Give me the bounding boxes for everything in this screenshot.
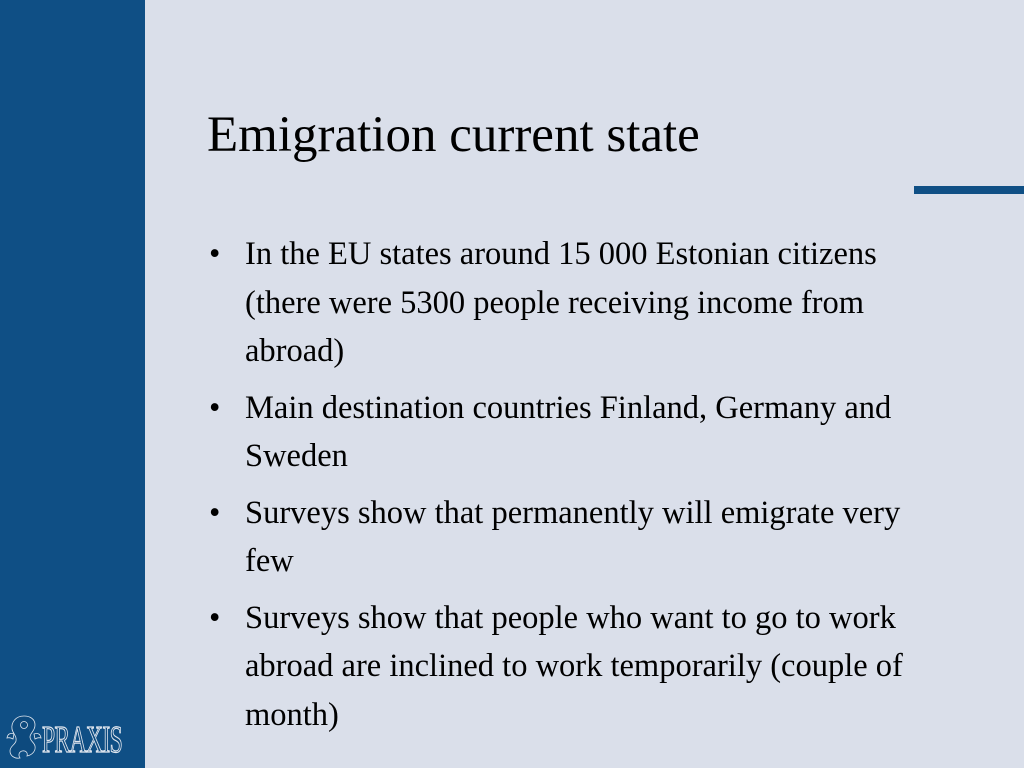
slide-title: Emigration current state (207, 107, 700, 163)
praxis-emblem-icon (4, 712, 44, 762)
bullet-item (207, 489, 937, 586)
bullet-item (207, 384, 937, 481)
bullet-item (207, 594, 937, 740)
bullet-text: Surveys show that permanently will emigrate very few (245, 494, 901, 579)
praxis-logo (4, 708, 138, 764)
bullet-text: In the EU states around 15 000 Estonian citizens (there were 5300 people receiving income from abroad) (245, 236, 877, 369)
praxis-logo-text: PRAXIS (42, 719, 123, 761)
bullet-text: Main destination countries Finland, Germany and Sweden (245, 389, 892, 474)
bullet-list (207, 230, 937, 747)
title-underline-rule (914, 186, 1024, 194)
bullet-marker: • (209, 599, 221, 636)
left-sidebar-band (0, 0, 145, 768)
bullet-text: Surveys show that people who want to go to work abroad are inclined to work temporarily (couple of month) (245, 599, 903, 733)
bullet-marker: • (209, 236, 221, 272)
bullet-marker: • (209, 389, 221, 426)
bullet-item (207, 230, 937, 376)
bullet-marker: • (209, 494, 221, 531)
